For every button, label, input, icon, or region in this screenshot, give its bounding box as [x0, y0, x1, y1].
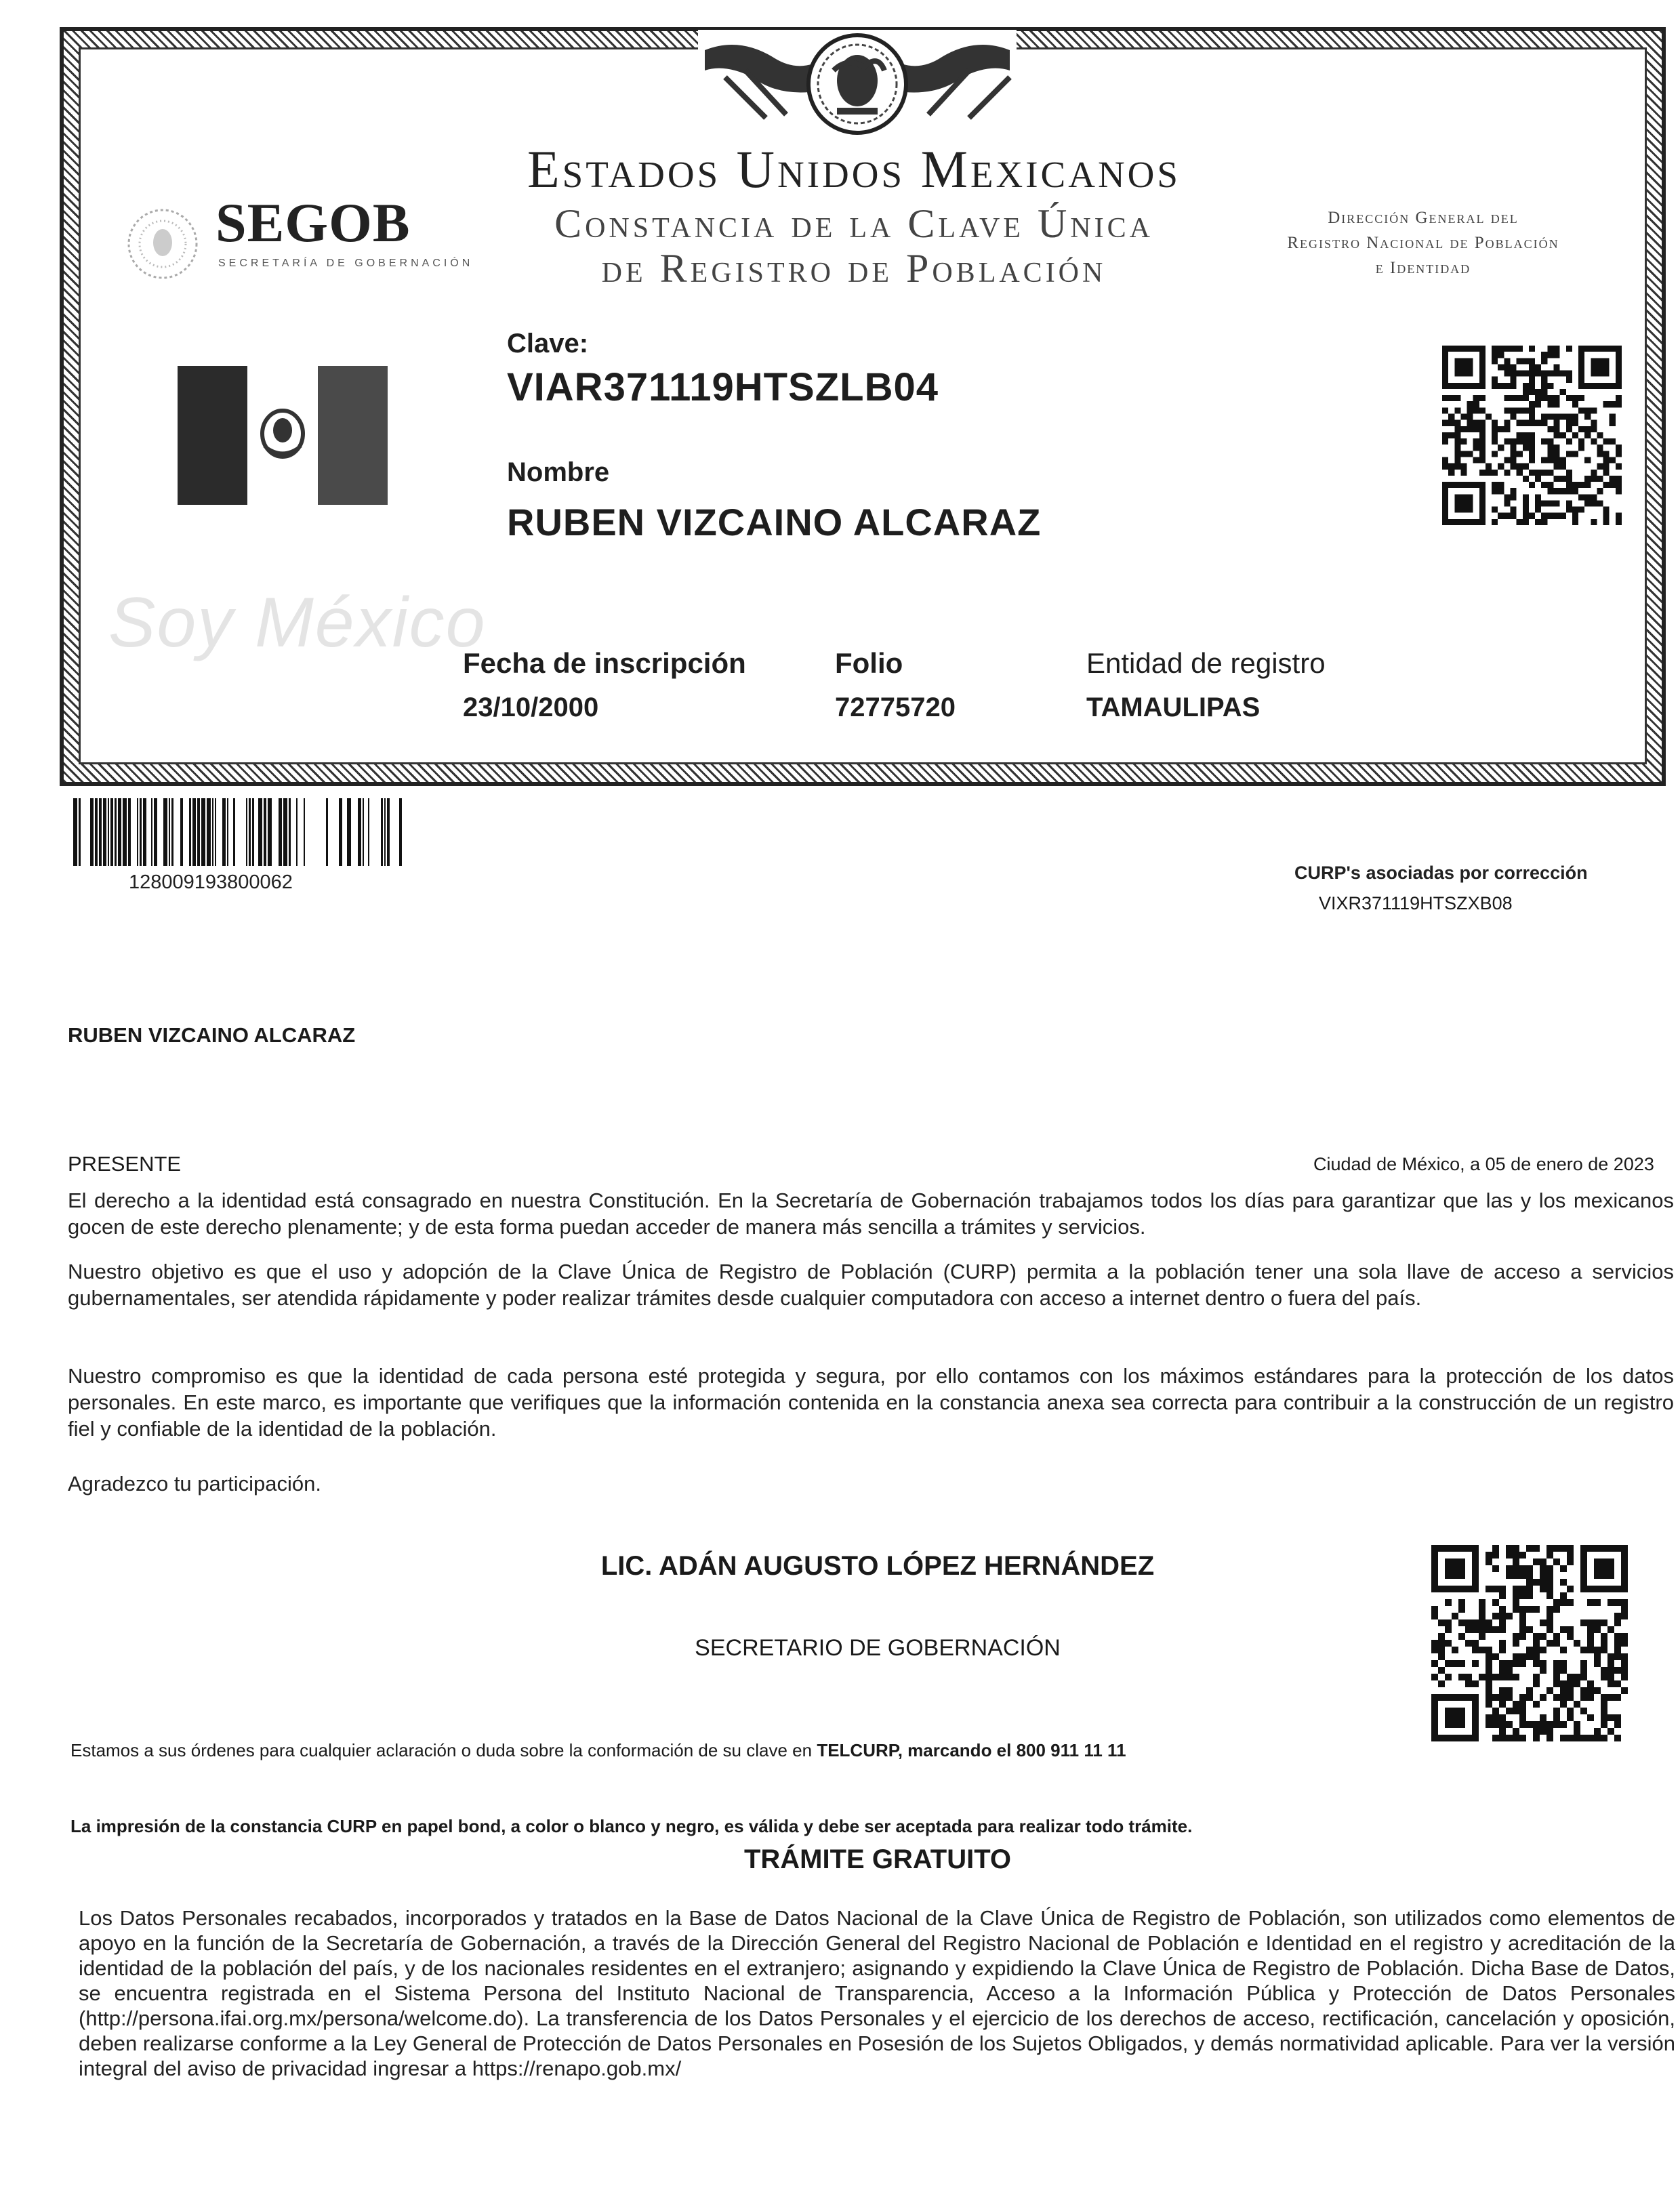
letter-thanks: Agradezco tu participación. [68, 1472, 321, 1495]
fecha-label: Fecha de inscripción [463, 647, 746, 679]
right-org-line3: e Identidad [1375, 259, 1471, 277]
watermark-text: Soy México [108, 583, 487, 662]
contact-phone: TELCURP, marcando el 800 911 11 11 [817, 1740, 1126, 1760]
letter-recipient: RUBEN VIZCAINO ALCARAZ [68, 1023, 356, 1047]
privacy-notice: Los Datos Personales recabados, incorporados y tratados en la Base de Datos Nacional de la Clave Única de Registro de Población, son utilizados como elementos de apoyo en la función de la Secretaría de Gobernación, a través de la Dirección General del Registro Nacional de Población e Identidad en el registro y acreditación de la identidad de la población del país, y de los nacionales residentes en el extranjero; asignando y expidiendo la Clave Única de Registro de Población. Dicha Base de Datos, se encuentra registrada en el Sistema Persona del Instituto Nacional de Transparencia, Acceso a la Información Pública y Protección de Datos Personales (http://persona.ifai.org.mx/persona/welcome.do). La transferencia de los Datos Personales y el ejercicio de los derechos de acceso, rectificación, cancelación y oposición, deben realizarse conforme a la Ley General de Protección de Datos Personales en Posesión de los Sujetos Obligados, y demás normatividad aplicable. Para ver la versión integral del aviso de privacidad ingresar a https://renapo.gob.mx/ [79, 1906, 1675, 2080]
fecha-value: 23/10/2000 [463, 693, 599, 722]
contact-line [70, 1740, 1126, 1761]
nombre-value: RUBEN VIZCAINO ALCARAZ [507, 501, 1042, 543]
signer-title: SECRETARIO DE GOBERNACIÓN [695, 1635, 1061, 1661]
mexican-eagle-crest-icon [698, 30, 1017, 138]
letter-paragraph-2: Nuestro objetivo es que el uso y adopción de la Clave Única de Registro de Población (CURP) permita a la población tener una sola llave de acceso a servicios gubernamentales, ser atendida rápidamente y poder realizar trámites desde cualquier computadora con acceso a internet dentro o fuera del país. [68, 1260, 1674, 1310]
associated-curp-label: CURP's asociadas por corrección [1294, 863, 1588, 883]
entidad-label: Entidad de registro [1086, 647, 1326, 679]
document-subtitle-line2: de Registro de Población [601, 246, 1107, 291]
nombre-label: Nombre [507, 457, 610, 487]
barcode-number: 128009193800062 [129, 871, 293, 893]
letter-paragraph-1: El derecho a la identidad está consagrado en nuestra Constitución. En la Secretaría de Gobernación trabajamos todos los días para garantizar que las y los mexicanos gocen de este derecho plenamente; y de esta forma puedan acceder de manera más sencilla a trámites y servicios. [68, 1189, 1674, 1239]
letter-paragraph-3: Nuestro compromiso es que la identidad de cada persona esté protegida y segura, por ello contamos con los máximos estándares para la protección de los datos personales. En este marco, es importante que verifiques que la información contenida en la constancia anexa sea correcta para contribuir a la construcción de un registro fiel y confiable de la identidad de la población. [68, 1364, 1674, 1441]
validity-note: La impresión de la constancia CURP en papel bond, a color o blanco y negro, es válida y debe ser aceptada para realizar todo trámite. [70, 1816, 1193, 1836]
contact-prefix: Estamos a sus órdenes para cualquier aclaración o duda sobre la conformación de su clave en [70, 1740, 817, 1760]
entidad-value: TAMAULIPAS [1086, 693, 1261, 722]
qr-code-icon [1442, 346, 1622, 525]
agency-logo-subtext: SECRETARÍA DE GOBERNACIÓN [218, 257, 474, 269]
letter-place-date: Ciudad de México, a 05 de enero de 2023 [1313, 1154, 1654, 1174]
signer-name: LIC. ADÁN AUGUSTO LÓPEZ HERNÁNDEZ [600, 1551, 1155, 1581]
folio-value: 72775720 [835, 693, 956, 722]
letter-presente: PRESENTE [68, 1152, 182, 1176]
document-title: Estados Unidos Mexicanos [527, 140, 1181, 199]
clave-label: Clave: [507, 329, 589, 358]
segob-emblem-icon [119, 203, 207, 285]
document-subtitle-line1: Constancia de la Clave Única [554, 201, 1153, 246]
right-org-line2: Registro Nacional de Población [1287, 234, 1559, 252]
barcode-icon [73, 798, 407, 866]
folio-label: Folio [835, 647, 903, 679]
clave-value: VIAR371119HTSZLB04 [507, 365, 939, 409]
right-org-line1: Dirección General del [1328, 209, 1519, 227]
agency-logo-text: SEGOB [216, 192, 411, 253]
free-procedure-label: TRÁMITE GRATUITO [743, 1844, 1012, 1874]
associated-curp-value: VIXR371119HTSZXB08 [1319, 893, 1513, 913]
mexican-flag-icon [178, 366, 388, 505]
qr-code-icon [1431, 1545, 1628, 1741]
